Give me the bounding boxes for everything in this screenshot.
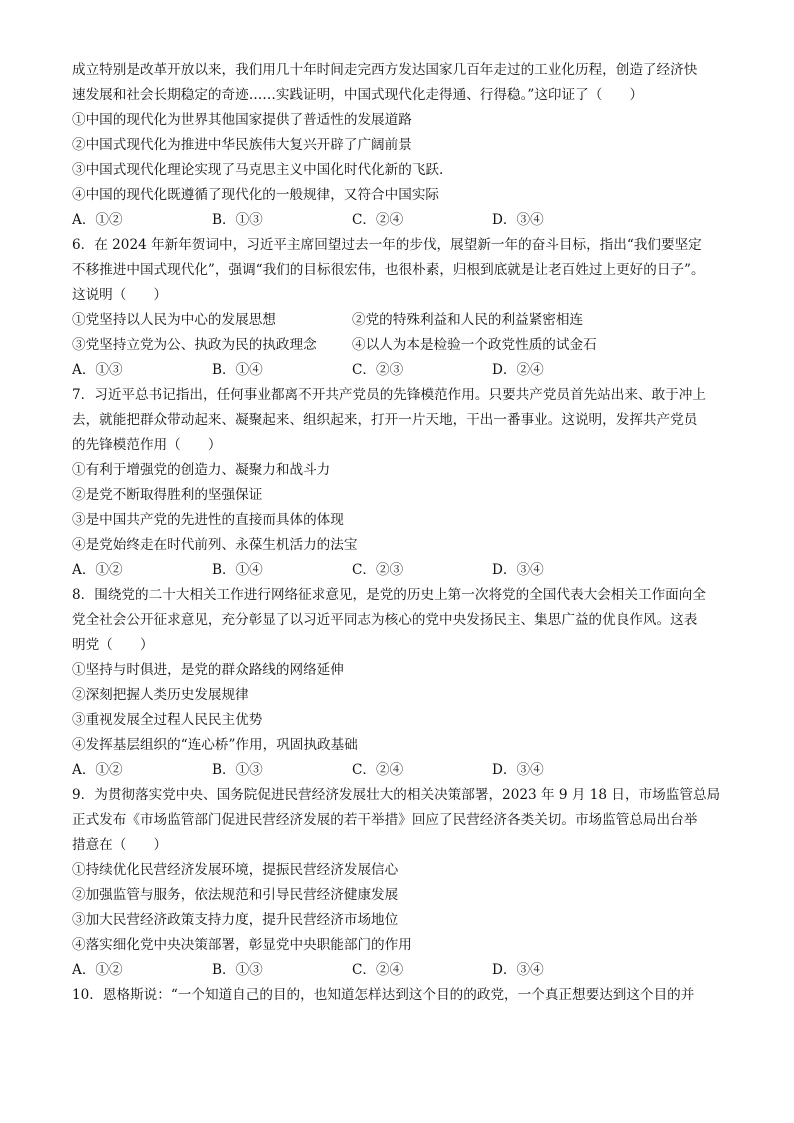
question-stem-line: 速发展和社会长期稳定的奇迹……实践证明，中国式现代化走得通、行得稳。”这印证了（ ）	[72, 87, 644, 103]
statement-item: ①持续优化民营经济发展环境，提振民营经济发展信心	[72, 862, 399, 878]
answer-options	[72, 358, 722, 383]
option-b[interactable]: B．①④	[212, 362, 263, 378]
statement-pair	[72, 333, 722, 358]
statement-item: ④以人为本是检验一个政党性质的试金石	[352, 337, 597, 353]
option-c[interactable]: C．②④	[352, 762, 404, 778]
option-d[interactable]: D．③④	[492, 212, 544, 228]
option-c[interactable]: C．②③	[352, 562, 404, 578]
statement-item: ③中国式现代化理论实现了马克思主义中国化时代化新的飞跃.	[72, 162, 444, 178]
question-stem-line: 这说明（ ）	[72, 287, 168, 303]
option-a[interactable]: A．①②	[72, 212, 123, 228]
option-a[interactable]: A．①②	[72, 762, 123, 778]
question-stem-line: 6．在 2024 年新年贺词中，习近平主席回望过去一年的步伐，展望新一年的奋斗目标，指出“我们要坚定	[72, 237, 702, 253]
statement-item: ①中国的现代化为世界其他国家提供了普适性的发展道路	[72, 112, 412, 128]
option-d[interactable]: D．③④	[492, 762, 544, 778]
question-10	[72, 983, 722, 1008]
question-stem-line: 7．习近平总书记指出，任何事业都离不开共产党员的先锋模范作用。只要共产党员首先站出来、敢于冲上	[72, 387, 706, 403]
option-d[interactable]: D．③④	[492, 962, 544, 978]
question-6	[72, 233, 722, 383]
question-stem-line: 党全社会公开征求意见，充分彰显了以习近平同志为核心的党中央发扬民主、集思广益的优良作风。这表	[72, 612, 698, 628]
statement-item: ④落实细化党中央决策部署，彰显党中央职能部门的作用	[72, 937, 412, 953]
statement-item: ③加大民营经济政策支持力度，提升民营经济市场地位	[72, 912, 399, 928]
option-c[interactable]: C．②④	[352, 962, 404, 978]
question-stem-line: 的先锋模范作用（ ）	[72, 437, 222, 453]
option-b[interactable]: B．①③	[212, 212, 263, 228]
option-a[interactable]: A．①②	[72, 962, 123, 978]
question-stem-line: 成立特别是改革开放以来，我们用几十年时间走完西方发达国家几百年走过的工业化历程，创造了经济快	[72, 62, 698, 78]
statement-item: ②加强监管与服务，依法规范和引导民营经济健康发展	[72, 887, 399, 903]
exam-page	[72, 58, 722, 1008]
answer-options	[72, 958, 722, 983]
statement-item: ③重视发展全过程人民民主优势	[72, 712, 263, 728]
option-b[interactable]: B．①③	[212, 762, 263, 778]
option-b[interactable]: B．①③	[212, 962, 263, 978]
question-stem-line: 10．恩格斯说：“一个知道自己的目的，也知道怎样达到这个目的的政党，一个真正想要达到这个目的并	[72, 987, 695, 1003]
option-a[interactable]: A．①③	[72, 362, 123, 378]
statement-item: ③是中国共产党的先进性的直接而具体的体现	[72, 512, 344, 528]
option-d[interactable]: D．③④	[492, 562, 544, 578]
statement-item: ②是党不断取得胜利的坚强保证	[72, 487, 263, 503]
statement-item: ④发挥基层组织的“连心桥”作用，巩固执政基础	[72, 737, 358, 753]
question-stem-line: 措意在（ ）	[72, 837, 168, 853]
question-7	[72, 383, 722, 583]
question-stem-line: 9．为贯彻落实党中央、国务院促进民营经济发展壮大的相关决策部署，2023 年 9 月 18 日，市场监管总局	[72, 787, 721, 803]
question-stem-line: 正式发布《市场监管部门促进民营经济发展的若干举措》回应了民营经济各类关切。市场监管总局出台举	[72, 812, 698, 828]
statement-item: ①坚持与时俱进，是党的群众路线的网络延伸	[72, 662, 344, 678]
option-c[interactable]: C．②④	[352, 212, 404, 228]
statement-pair	[72, 308, 722, 333]
statement-item: ①有利于增强党的创造力、凝聚力和战斗力	[72, 462, 331, 478]
option-d[interactable]: D．②④	[492, 362, 544, 378]
question-stem-line: 8．围绕党的二十大相关工作进行网络征求意见，是党的历史上第一次将党的全国代表大会相关工作面向全	[72, 587, 706, 603]
option-a[interactable]: A．①②	[72, 562, 123, 578]
answer-options	[72, 558, 722, 583]
statement-item: ①党坚持以人民为中心的发展思想	[72, 312, 276, 328]
statement-item: ②党的特殊利益和人民的利益紧密相连	[352, 312, 584, 328]
answer-options	[72, 208, 722, 233]
question-8	[72, 583, 722, 783]
statement-item: ④是党始终走在时代前列、永葆生机活力的法宝	[72, 537, 358, 553]
statement-item: ②深刻把握人类历史发展规律	[72, 687, 249, 703]
statement-item: ④中国的现代化既遵循了现代化的一般规律，又符合中国实际	[72, 187, 440, 203]
statement-item: ③党坚持立党为公、执政为民的执政理念	[72, 337, 317, 353]
question-9	[72, 783, 722, 983]
option-b[interactable]: B．①④	[212, 562, 263, 578]
question-5	[72, 58, 722, 233]
statement-item: ②中国式现代化为推进中华民族伟大复兴开辟了广阔前景	[72, 137, 412, 153]
option-c[interactable]: C．②③	[352, 362, 404, 378]
question-stem-line: 明党（ ）	[72, 637, 154, 653]
answer-options	[72, 758, 722, 783]
question-stem-line: 不移推进中国式现代化”，强调“我们的目标很宏伟，也很朴素，归根到底就是让老百姓过上更好的日子”。	[72, 262, 705, 278]
question-stem-line: 去，就能把群众带动起来、凝聚起来、组织起来，打开一片天地，干出一番事业。这说明，发挥共产党员	[72, 412, 698, 428]
